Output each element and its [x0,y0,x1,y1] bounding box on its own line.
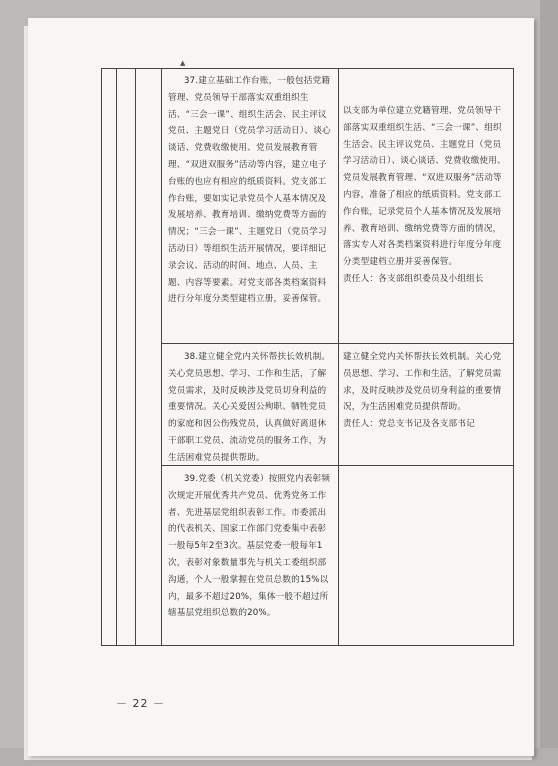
column-divider [338,69,339,645]
marker-icon: ▲ [180,59,186,67]
scanner-edge-right [540,0,558,766]
column-divider [135,69,136,645]
item-37-responsible: 责任人：各支部组织委员及小组组长 [343,273,484,284]
column-divider [161,69,162,645]
row-divider [162,343,513,344]
item-37-status: 以支部为单位建立党籍管理、党员领导干部落实双重组织生活、“三会一课”、组织生活会、民主评议党员、主题党日（党员学习活动日）、谈心谈话、党费收缴使用、党员发展教育管理、“双进双服务”活动等内容，准备了相应的纸质资料。党支部工作台账，记录党员个人基本情况及发展培养、教育培训、缴纳党费等方面的情况，落实专人对各类档案资料进行年度分年度分类型建档立册并妥善保管。 责任人：各支部组织委员及小组组长 [343,103,509,288]
column-divider [116,69,117,645]
page-number: － 22 － [116,697,165,710]
item-39-text: 39.党委（机关党委）按照党内表彰频次规定开展优秀共产党员、优秀党务工作者、先进基层党组织表彰工作。市委派出的代表机关、国家工作部门党委集中表彰一般每5年2至3次。基层党委一般每年1次，表彰对象数量事先与机关工委组织部沟通，个人一般掌握在党员总数的15%以内，最多不超过20%，集体一般不超过所辖基层党组织总数的20%。 [168,474,331,619]
item-38-status: 建立健全党内关怀帮扶长效机制。关心党员思想、学习、工作和生活，了解党员需求，及时反映涉及党员切身利益的重要情况，为生活困难党员提供帮助。 责任人：党总支书记及各支部书记 [343,349,509,433]
item-37-text: 37.建立基础工作台账，一般包括党籍管理、党员领导干部落实双重组织生活、“三会一课”、组织生活会、民主评议党员、主题党日（党员学习活动日）、谈心谈话、党费收缴使用、党员发展教育管理、“双进双服务”活动等内容，建立电子台账的也应有相应的纸质资料。党支部工作台账，要如实记录党员个人基本情况及发展培养、教育培训、缴纳党费等方面的情况；“三会一课”、主题党日（党员学习活动日）等组织生活开展情况，要详细记录会议、活动的时间、地点、人员、主题、内容等要素。对党支部各类档案资料进行分年度分类型建档立册，妥善保管。 [168,76,331,305]
item-38-responsible: 责任人：党总支书记及各支部书记 [343,419,475,430]
assessment-table [101,68,514,646]
item-38-text: 38.建立健全党内关怀帮扶长效机制。关心党员思想、学习、工作和生活，了解党员需求，及时反映涉及党员切身利益的重要情况。关心关爱因公殉职、牺牲党员的家庭和因公伤残党员，认真做好离退休干部职工党员、流动党员的服务工作，为生活困难党员提供帮助。 [168,352,331,463]
